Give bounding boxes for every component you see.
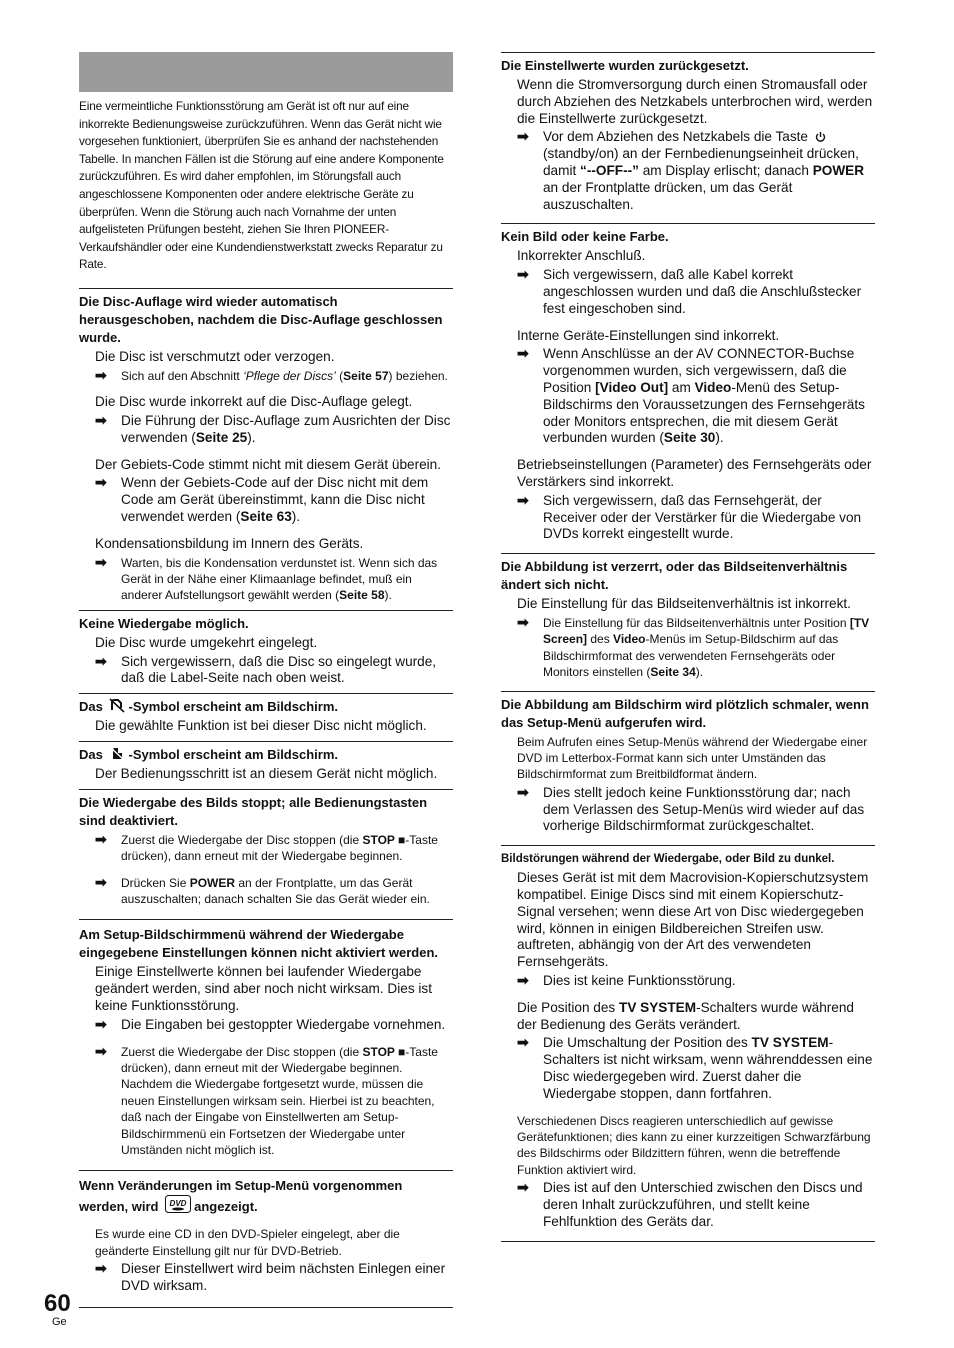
svg-text:DVD: DVD (169, 1199, 187, 1209)
arrow-icon: ➡ (95, 474, 107, 491)
remedy-item: ➡ Sich vergewissern, daß die Disc so eingelegt wurde, daß die Label-Seite nach oben weist. (95, 652, 437, 686)
cause-text: Die gewählte Funktion ist bei dieser Disc nicht möglich. (95, 718, 427, 734)
cause-text: Kondensationsbildung im Innern des Geräts. (95, 535, 364, 551)
remedy-item: ➡ Sich vergewissern, daß alle Kabel korrekt angeschlossen wurden und daß die Anschlußstecker fest eingeschoben sind. (517, 266, 862, 316)
section-no-picture (501, 223, 875, 549)
section-picture-noise (501, 845, 875, 1236)
cause-text: Die Disc wurde umgekehrt eingelegt. (95, 634, 318, 650)
section-title: Die Abbildung ist verzerrt, oder das Bildseitenverhältnis ändert sich nicht. (501, 559, 848, 593)
section-picture-narrower (501, 691, 875, 842)
section-title: Die Wiedergabe des Bilds stoppt; alle Bedienungstasten sind deaktiviert. (79, 794, 428, 828)
arrow-icon: ➡ (95, 652, 107, 669)
remedy-item: ➡ Vor dem Abziehen des Netzkabels die Taste (standby/on) an der Fernbedienungseinheit drücken, damit “--OFF--” am Display erlischt; danach POWER an der Frontplatte drücken, um das Gerät auszuschalten. (517, 128, 865, 212)
cause-text: Es wurde eine CD in den DVD-Spieler eingelegt, aber die geänderte Einstellung gilt nur für DVD-Betrieb. (95, 1227, 400, 1258)
arrow-icon: ➡ (517, 613, 529, 630)
invalid-operation-icon (109, 746, 125, 761)
cause-text: Dieses Gerät ist mit dem Macrovision-Kopierschutzsystem kompatibel. Einige Discs sind mit einem Kopierschutz-Signal versehen; wenn diese Art von Disc wiedergegeben wird, können in einigen Bildbereichen Streifen usw. auftreten, abhängig von der Art des verwendeten Fernsehgeräts. (517, 870, 869, 970)
section-title: Keine Wiedergabe möglich. (79, 615, 249, 631)
left-column (79, 52, 453, 1308)
remedy-item: ➡ Dies stellt jedoch keine Funktionsstörung dar; nach dem Verlassen des Setup-Menüs wird wieder auf das vorherige Bildschirmformat zurückgeschaltet. (517, 783, 865, 834)
cause-text: Die Disc ist verschmutzt oder verzogen. (95, 348, 335, 364)
remedy-item: ➡ Dieser Einstellwert wird beim nächsten Einlegen einer DVD wirksam. (95, 1260, 446, 1293)
cause-text: Der Gebiets-Code stimmt nicht mit diesem Gerät überein. (95, 456, 442, 472)
remedy-item: ➡ Die Eingaben bei gestoppter Wiedergabe vornehmen. (95, 1015, 446, 1032)
remedy-item: ➡ Sich vergewissern, daß das Fernsehgerät, der Receiver oder der Verstärker für die Wiedergabe von DVDs korrekt eingestellt wurde. (517, 491, 862, 542)
cause-text: Der Bedienungsschritt ist an diesem Gerät nicht möglich. (95, 765, 438, 781)
cause-text: Betriebseinstellungen (Parameter) des Fernsehgeräts oder Verstärkers sind inkorrekt. (517, 457, 872, 489)
arrow-icon: ➡ (517, 266, 529, 283)
cause-text: Die Position des TV SYSTEM-Schalters wurde während der Bedienung des Geräts verändert. (517, 999, 854, 1032)
arrow-icon: ➡ (95, 411, 107, 428)
arrow-icon: ➡ (517, 1034, 529, 1051)
arrow-icon: ➡ (95, 1042, 107, 1059)
section-title: Wenn Veränderungen im Setup-Menü vorgenommen werden, wird DVD angezeigt. (79, 1178, 403, 1215)
cause-text: Wenn die Stromversorgung durch einen Stromausfall oder durch Abziehen des Netzkabels unterbrochen wird, werden die Einstellwerte zurückgesetzt. (517, 77, 873, 126)
remedy-item: ➡ Wenn Anschlüsse an der AV CONNECTOR-Buchse vorgenommen wurden, sich vergewissern, daß die Position [Video Out] am Video-Menü des Setup-Bildschirms den Voraussetzungen des Fernsehgeräts oder Monitors entsprechen, die mit diesem Gerät verbunden wurden (Seite 30). (517, 345, 865, 446)
section-dvd-symbol (79, 1170, 453, 1300)
right-column (501, 52, 875, 1242)
cause-text: Die Disc wurde inkorrekt auf die Disc-Auflage gelegt. (95, 394, 413, 410)
prohibited-function-icon (109, 698, 125, 713)
remedy-item: ➡ Zuerst die Wiedergabe der Disc stoppen (die STOP ■-Taste drücken), dann erneut mit der Wiedergabe beginnen. (95, 830, 438, 864)
divider (501, 1241, 875, 1242)
remedy-item: ➡ Sich auf den Abschnitt ‘Pflege der Discs’ (Seite 57) beziehen. (95, 366, 448, 383)
arrow-icon: ➡ (95, 366, 107, 383)
section-title: Kein Bild oder keine Farbe. (501, 229, 669, 245)
remedy-item: ➡ Die Einstellung für das Bildseitenverhältnis unter Position [TV Screen] des Video-Menüs im Setup-Bildschirm auf das Bildschirmformat des verwendeten Fernsehgeräts oder Monitors einstellen (Seite 34). (517, 613, 870, 680)
arrow-icon: ➡ (95, 1260, 107, 1277)
section-no-playback (79, 610, 453, 693)
header-band (79, 52, 453, 92)
arrow-icon: ➡ (95, 553, 107, 570)
section-title: Das -Symbol erscheint am Bildschirm. (79, 746, 338, 762)
section-title: Am Setup-Bildschirmmenü während der Wiedergabe eingegebene Einstellungen können nicht aktiviert werden. (79, 927, 439, 961)
section-title: Die Disc-Auflage wird wieder automatisch herausgeschoben, nachdem die Disc-Auflage geschlossen wurde. (79, 293, 443, 345)
remedy-item: ➡ Die Führung der Disc-Auflage zum Ausrichten der Disc verwenden (Seite 25). (95, 411, 451, 445)
cause-text: Beim Aufrufen eines Setup-Menüs während der Wiedergabe einer DVD im Letterbox-Format kann sich unter Umständen das Bildschirmformat zum Breitbildformat ändern. (517, 734, 868, 782)
section-title: Bildstörungen während der Wiedergabe, oder Bild zu dunkel. (501, 853, 835, 866)
section-setup-settings (79, 919, 453, 1164)
cause-text: Einige Einstellwerte können bei laufender Wiedergabe geändert werden, sind aber noch nicht wirksam. Dies ist keine Funktionsstörung. (95, 964, 432, 1013)
divider (79, 1307, 453, 1308)
remedy-item: ➡ Die Umschaltung der Position des TV SYSTEM-Schalters ist nicht wirksam, wenn währenddessen eine Disc wiedergegeben wird. Zuerst daher die Wiedergabe stoppen, dann fortfahren. (517, 1034, 873, 1101)
remedy-item: ➡ Dies ist auf den Unterschied zwischen den Discs und deren Inhalt zurückzuführen, und stellt keine Fehlfunktion des Geräts dar. (517, 1179, 863, 1229)
remedy-item: ➡ Wenn der Gebiets-Code auf der Disc nicht mit dem Code am Gerät übereinstimmt, kann die Disc nicht verwendet werden (Seite 63). (95, 474, 429, 524)
dvd-logo-icon (165, 1195, 191, 1213)
section-distorted-picture (501, 553, 875, 686)
cause-text: Interne Geräte-Einstellungen sind inkorrekt. (517, 327, 780, 343)
remedy-item: ➡ Zuerst die Wiedergabe der Disc stoppen (die STOP ■-Taste drücken), dann erneut mit der Wiedergabe beginnen. Nachdem die Wiedergabe fortgesetzt wurde, müssen die neuen Einstellungen wirksam sein. Hierbei ist zu beachten, daß nach der Eingabe von Einstellwerten am Setup-Bildschirmmenü ein Fortsetzen der Wiedergabe unter Umständen nicht möglich ist. (95, 1042, 438, 1157)
arrow-icon: ➡ (95, 1015, 107, 1032)
standby-power-icon (815, 131, 826, 143)
cause-text: Die Einstellung für das Bildseitenverhältnis ist inkorrekt. (517, 596, 851, 612)
remedy-item: ➡ Dies ist keine Funktionsstörung. (517, 971, 736, 988)
arrow-icon: ➡ (517, 128, 529, 145)
page-number: 60 (44, 1290, 71, 1317)
remedy-item: ➡ Warten, bis die Kondensation verdunstet ist. Wenn sich das Gerät in der Nähe einer Klimaanlage befindet, muß ein anderer Aufstellungsort gewählt werden (Seite 58). (95, 553, 438, 603)
section-disc-tray-ejects (79, 288, 453, 610)
arrow-icon: ➡ (517, 783, 529, 800)
section-title: Das -Symbol erscheint am Bildschirm. (79, 699, 338, 715)
section-title: Die Einstellwerte wurden zurückgesetzt. (501, 58, 749, 73)
cause-text: Inkorrekter Anschluß. (517, 248, 646, 264)
section-prohibited-symbol (79, 693, 453, 741)
arrow-icon: ➡ (95, 873, 107, 890)
section-title: Die Abbildung am Bildschirm wird plötzlich schmaler, wenn das Setup-Menü aufgerufen wird. (501, 696, 869, 730)
remedy-item: ➡ Drücken Sie POWER an der Frontplatte, um das Gerät auszuschalten; danach schalten Sie das Gerät wieder ein. (95, 873, 430, 906)
arrow-icon: ➡ (517, 345, 529, 362)
section-settings-reset (501, 52, 875, 219)
section-playback-stops (79, 789, 453, 914)
arrow-icon: ➡ (517, 1179, 529, 1196)
intro-text: Eine vermeintliche Funktionsstörung am Gerät ist oft nur auf eine inkorrekte Bedienungsweise zurückzuführen. Wenn das Gerät nicht wie vorgesehen funktioniert, überprüfen Sie es anhand der nachstehenden Tabelle. In manchen Fällen ist die Störung auf eine andere Komponente zurückzuführen. Es wird daher empfohlen, im Störungsfall auch angeschlossene Komponenten oder andere elektrische Geräte zu überprüfen. Wenn die Störung auch nach Vornahme der unten aufgelisteten Prüfungen besteht, ziehen Sie Ihren PIONEER-Verkaufshändler oder eine Kundendienstwerkstatt zwecks Reparatur zu Rate. (79, 99, 444, 272)
arrow-icon: ➡ (95, 830, 107, 847)
cause-text: Verschiedenen Discs reagieren unterschiedlich auf gewisse Gerätefunktionen; dies kann zu einer kurzzeitigen Schwarzfärbung des Bildschirms oder Bildzittern führen, wenn die betreffende Funktion aktiviert wird. (517, 1113, 871, 1177)
page-language: Ge (52, 1316, 67, 1328)
arrow-icon: ➡ (517, 491, 529, 508)
arrow-icon: ➡ (517, 971, 529, 988)
section-invalid-symbol (79, 741, 453, 789)
